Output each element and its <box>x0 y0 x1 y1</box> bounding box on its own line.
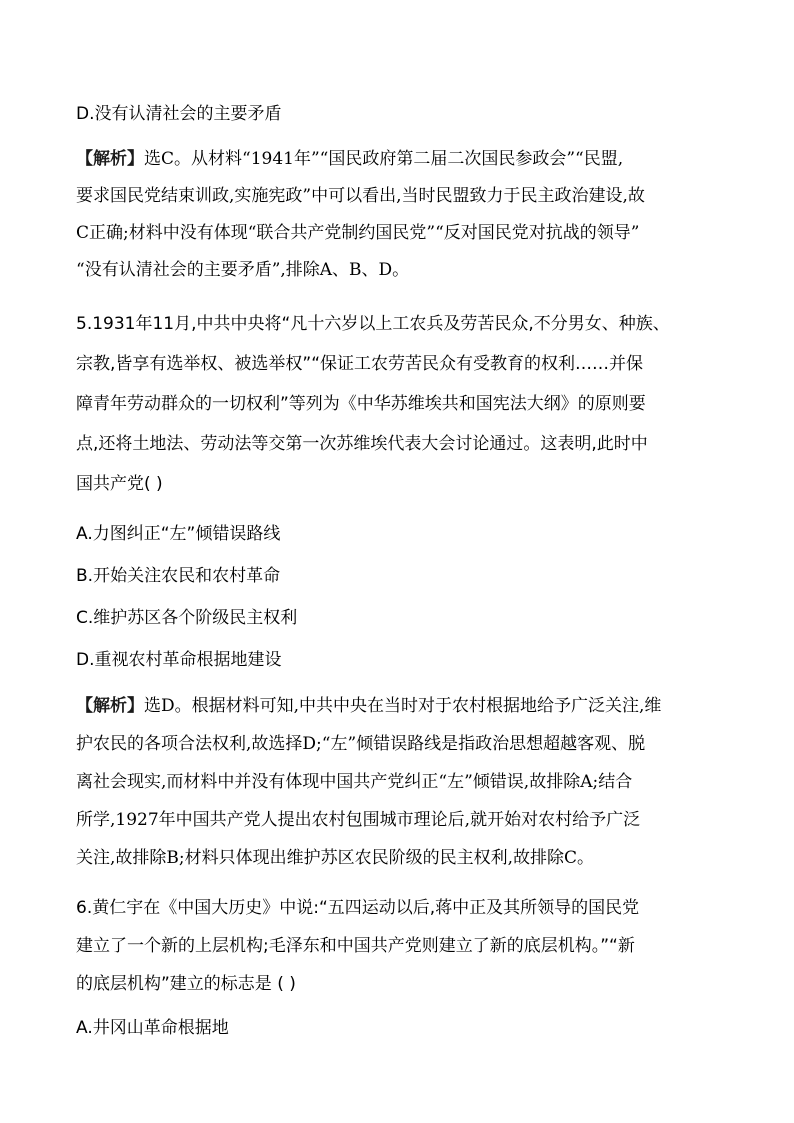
option-d-q5: D.重视农村革命根据地建设 <box>76 650 282 670</box>
option-a-q5: A.力图纠正“左”倾错误路线 <box>76 524 281 544</box>
question-6-line-1: 6.黄仁宇在《中国大历史》中说:“五四运动以后,蒋中正及其所领导的国民党 <box>76 898 640 918</box>
analysis-q5-line-3: 离社会现实,而材料中并没有体现中国共产党纠正“左”倾错误,故排除A;结合 <box>76 772 633 792</box>
analysis-q5-line-1 <box>76 694 736 718</box>
analysis-text: 选D。根据材料可知,中共中央在当时对于农村根据地给予广泛关注,维 <box>144 696 662 716</box>
analysis-q5-line-5: 关注,故排除B;材料只体现出维护苏区农民阶级的民主权利,故排除C。 <box>76 848 595 868</box>
option-a-q6: A.井冈山革命根据地 <box>76 1018 229 1038</box>
analysis-q4-line-2: 要求国民党结束训政,实施宪政”中可以看出,当时民盟致力于民主政治建设,故 <box>76 186 645 206</box>
option-b-q5: B.开始关注农民和农村革命 <box>76 566 281 586</box>
analysis-q4-line-1 <box>76 147 736 171</box>
question-5-line-4: 点,还将土地法、劳动法等交第一次苏维埃代表大会讨论通过。这表明,此时中 <box>76 434 648 454</box>
analysis-text: 选C。从材料“1941年”“国民政府第二届二次国民参政会”“民盟, <box>144 149 624 169</box>
question-6-line-3: 的底层机构”建立的标志是 ( ) <box>76 974 296 994</box>
question-5-line-5: 国共产党( ) <box>76 474 163 494</box>
analysis-tag: 【解析】 <box>76 696 144 716</box>
analysis-q5-line-2: 护农民的各项合法权利,故选择D;“左”倾错误路线是指政治思想超越客观、脱 <box>76 734 646 754</box>
question-5-line-3: 障青年劳动群众的一切权利”等列为《中华苏维埃共和国宪法大纲》的原则要 <box>76 394 646 414</box>
question-5-line-1: 5.1931年11月,中共中央将“凡十六岁以上工农兵及劳苦民众,不分男女、种族、 <box>76 314 670 334</box>
analysis-tag: 【解析】 <box>76 149 144 169</box>
question-5-line-2: 宗教,皆享有选举权、被选举权”“保证工农劳苦民众有受教育的权利……并保 <box>76 354 644 374</box>
analysis-q5-line-4: 所学,1927年中国共产党人提出农村包围城市理论后,就开始对农村给予广泛 <box>76 810 641 830</box>
question-6-line-2: 建立了一个新的上层机构;毛泽东和中国共产党则建立了新的底层机构。”“新 <box>76 936 635 956</box>
analysis-q4-line-3: C正确;材料中没有体现“联合共产党制约国民党”“反对国民党对抗战的领导” <box>76 223 640 243</box>
analysis-q4-line-4: “没有认清社会的主要矛盾”,排除A、B、D。 <box>76 260 410 280</box>
option-d-q4: D.没有认清社会的主要矛盾 <box>76 104 282 124</box>
option-c-q5: C.维护苏区各个阶级民主权利 <box>76 608 298 628</box>
